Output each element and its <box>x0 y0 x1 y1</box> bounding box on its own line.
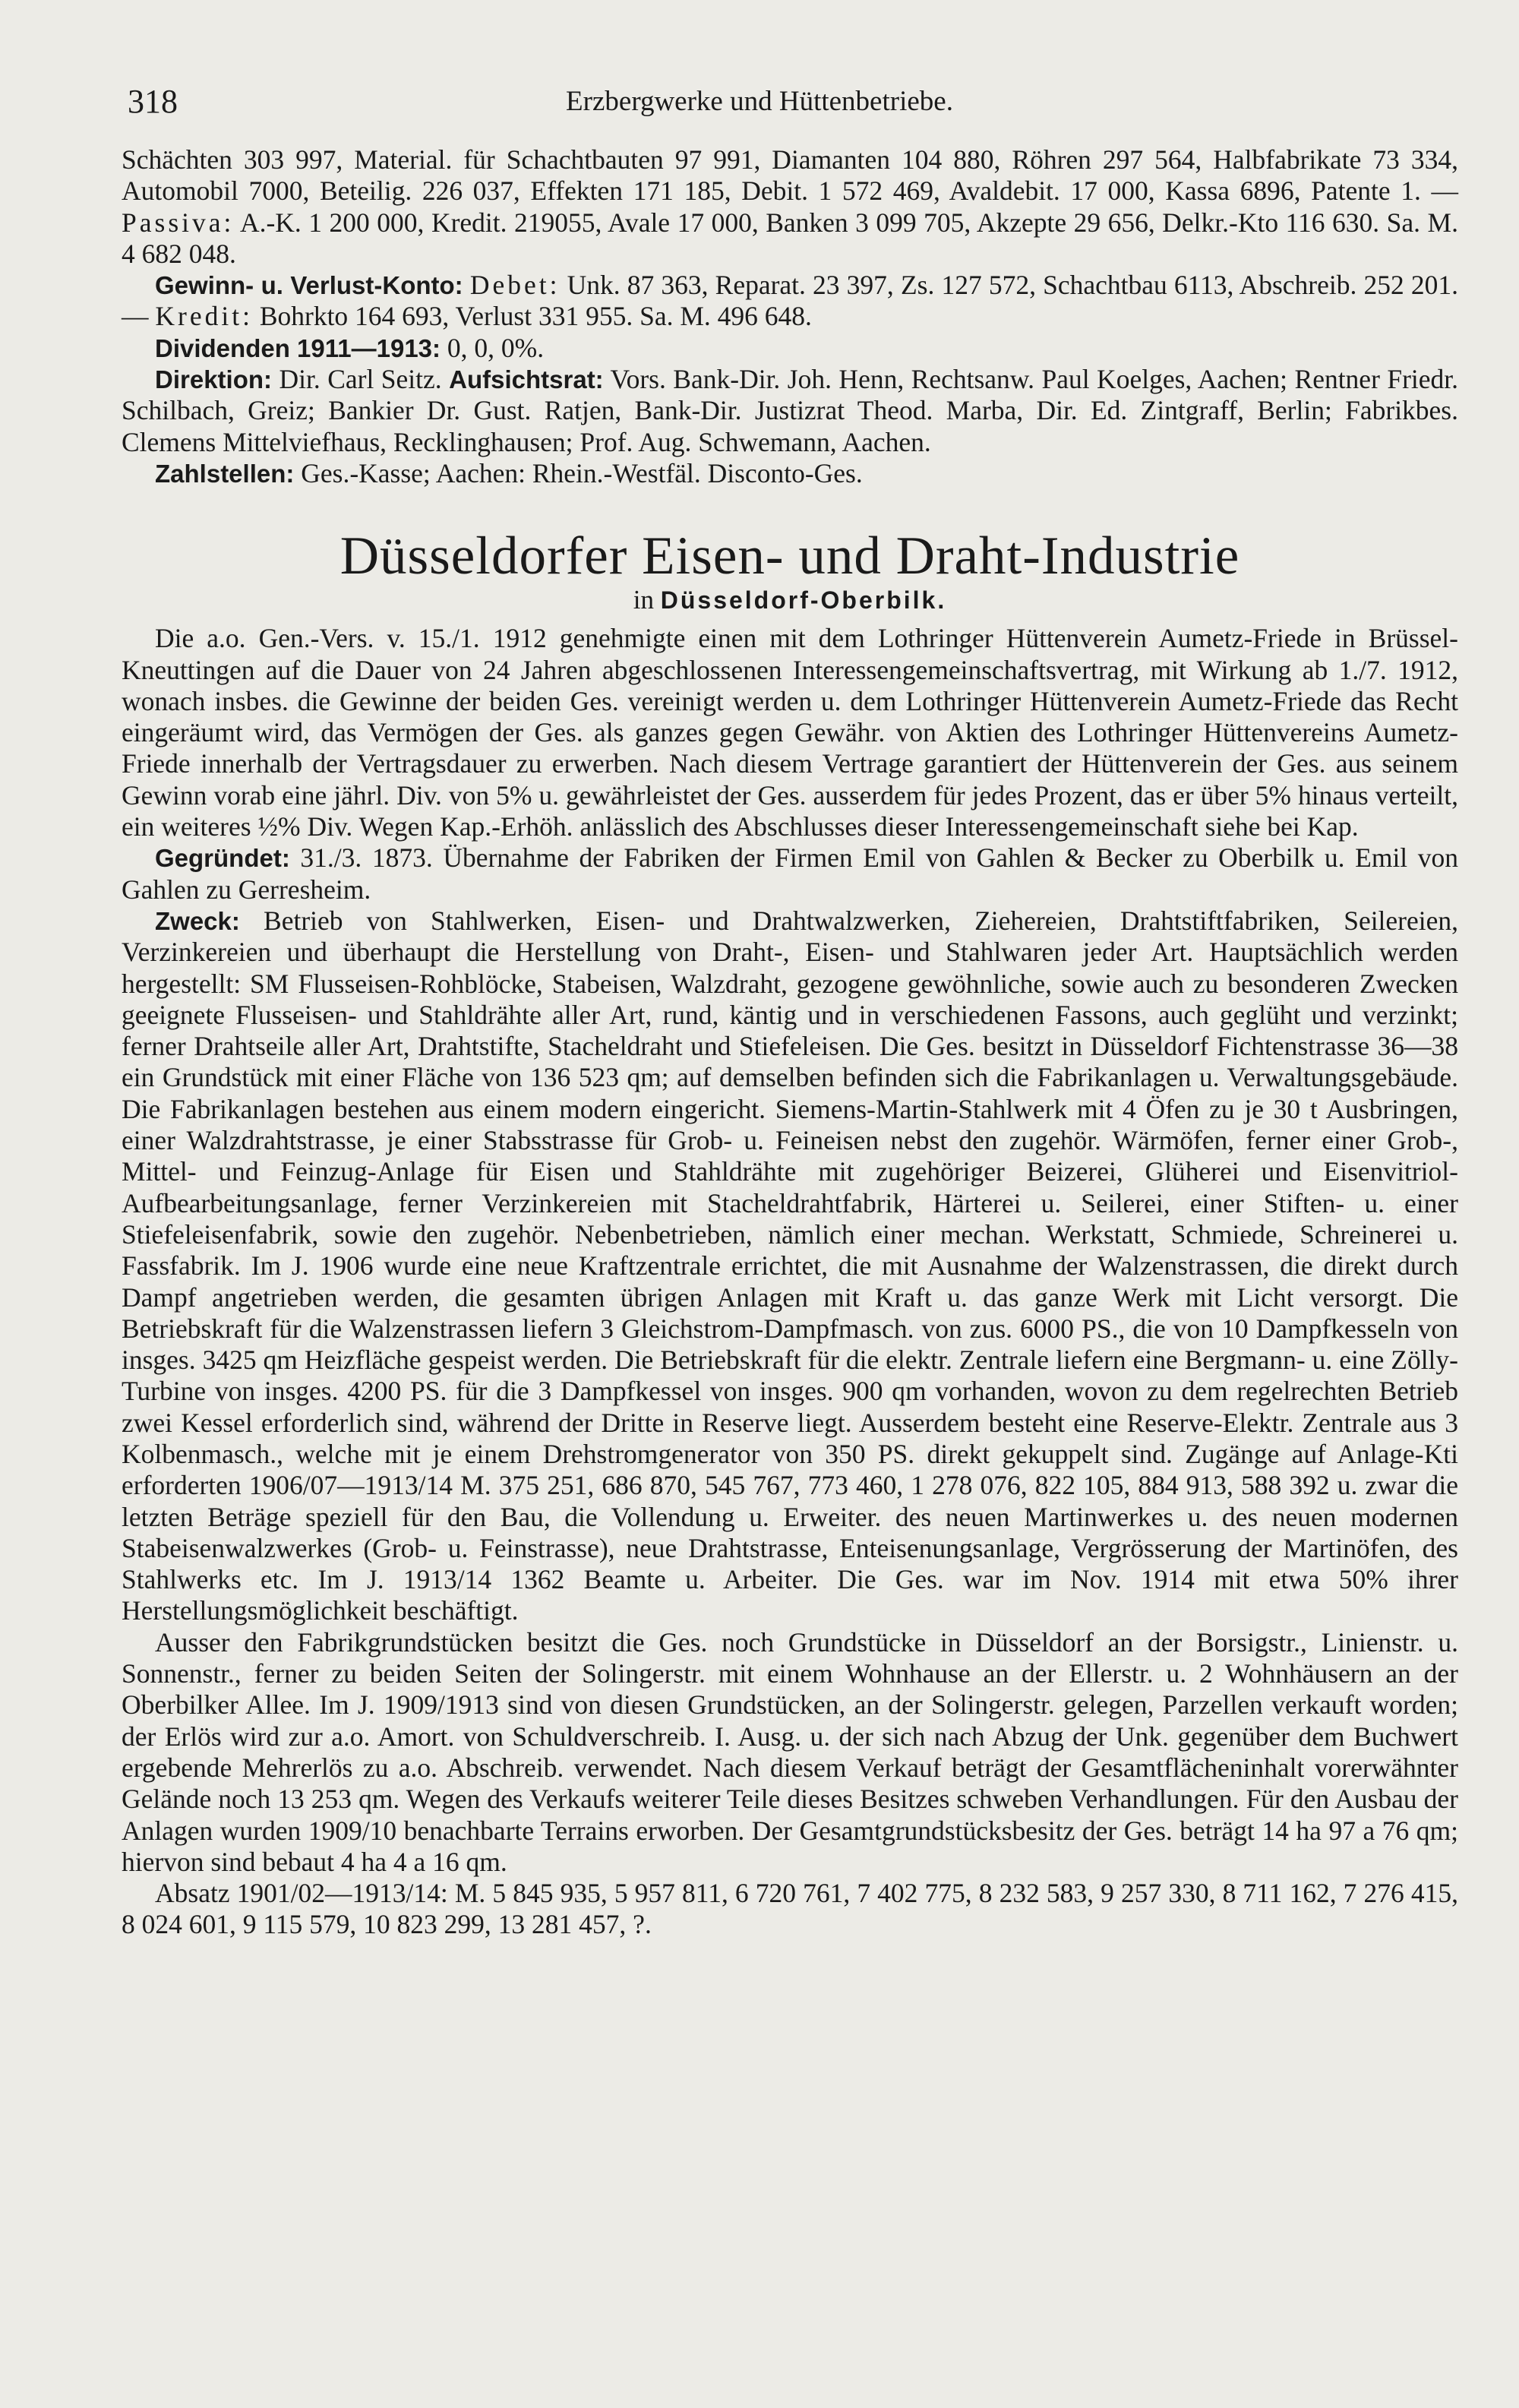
kredit-text: Bohrkto 164 693, Verlust 331 955. Sa. M. 496 648. <box>259 301 812 332</box>
zahlstellen-label: Zahlstellen: <box>155 459 295 488</box>
gewinn-text: Unk. 87 363, Reparat. 23 397, Zs. 127 572, Schachtbau 6113, Abschreib. 252 201. — <box>122 270 1459 332</box>
aufsichtsrat-label: Aufsichtsrat: <box>449 365 604 394</box>
gegruendet-label: Gegründet: <box>155 844 290 873</box>
passiva-label: Passiva: <box>122 207 235 238</box>
balance-text: Schächten 303 997, Material. für Schachtbauten 97 991, Diamanten 104 880, Röhren 297 564, Halbfabrikate 73 334, Automobil 7000, Beteilig. 226 037, Effekten 171 185, Debit. 1 572 469, Avaldebit. 17 000, Kassa 6896, Patente 1. — <box>122 144 1458 207</box>
page-number: 318 <box>128 83 178 120</box>
zweck-label: Zweck: <box>155 906 240 935</box>
running-head: Erzbergwerke und Hüttenbetriebe. <box>566 86 953 117</box>
dividenden-text: 0, 0, 0%. <box>447 332 545 363</box>
profit-loss-paragraph <box>122 270 1458 333</box>
direktion-text: Dir. Carl Seitz. <box>279 364 442 395</box>
dividends-paragraph <box>122 333 1458 364</box>
page-content <box>122 144 1458 1941</box>
gewinn-label: Gewinn- u. Verlust-Konto: <box>155 271 463 300</box>
sales-paragraph: Absatz 1901/02—1913/14: M. 5 845 935, 5 957 811, 6 720 761, 7 402 775, 8 232 583, 9 257 330, 8 711 162, 7 276 415, 8 024 601, 9 115 579, 10 823 299, 13 281 457, ?. <box>122 1878 1458 1940</box>
dividenden-label: Dividenden 1911—1913: <box>155 333 441 362</box>
balance-sheet-paragraph <box>122 144 1458 270</box>
land-paragraph: Ausser den Fabrikgrundstücken besitzt die Ges. noch Grundstücke in Düsseldorf an der Borsigstr., Linienstr. u. Sonnenstr., ferner zu beiden Seiten der Solingerstr. mit einem Wohnhause an der Ellerstr. u. 2 Wohnhäusern an der Oberbilker Allee. Im J. 1909/1913 sind von diesen Grundstücken, an der Solingerstr. gelegen, Parzellen verkauft worden; der Erlös wird zur a.o. Amort. von Schuldverschreib. I. Ausg. u. der sich nach Abzug der Unk. gegenüber dem Buchwert ergebende Mehrerlös zu a.o. Abschreib. verwendet. Nach diesem Verkauf beträgt der Gesamtflächeninhalt vorerwähnter Gelände noch 13 253 qm. Wegen des Verkaufs weiterer Teile dieses Besitzes schweben Verhandlungen. Für den Ausbau der Anlagen wurden 1909/10 benachbarte Terrains erworben. Der Gesamtgrundstücksbesitz der Ges. beträgt 14 ha 97 a 76 qm; hiervon sind bebaut 4 ha 4 a 16 qm. <box>122 1626 1458 1877</box>
location-prefix: in <box>633 585 654 615</box>
zahlstellen-text: Ges.-Kasse; Aachen: Rhein.-Westfäl. Disconto-Ges. <box>301 457 863 488</box>
agreement-paragraph: Die a.o. Gen.-Vers. v. 15./1. 1912 genehmigte einen mit dem Lothringer Hüttenverein Aumetz-Friede in Brüssel-Kneuttingen auf die Dauer von 24 Jahren abgeschlossenen Interessengemeinschaftsvertrag, mit Wirkung ab 1./7. 1912, wonach insbes. die Gewinne der beiden Ges. vereinigt werden u. dem Lothringer Hüttenverein Aumetz-Friede das Recht eingeräumt wird, das Vermögen der Ges. als ganzes gegen Gewähr. von Aktien des Lothringer Hüttenvereins Aumetz-Friede innerhalb der Vertragsdauer zu erwerben. Nach diesem Vertrage garantiert der Hüttenverein der Ges. aus seinem Gewinn vorab eine jährl. Div. von 5% u. gewährleistet der Ges. ausserdem für jedes Prozent, das er über 5% hinaus verteilt, ein weiteres ½% Div. Wegen Kap.-Erhöh. anlässlich des Abschlusses dieser Interessengemeinschaft siehe bei Kap. <box>122 623 1458 842</box>
board-paragraph <box>122 364 1458 458</box>
company-location <box>122 585 1458 615</box>
purpose-paragraph <box>122 905 1458 1627</box>
direktion-label: Direktion: <box>155 365 273 394</box>
kredit-label: Kredit: <box>155 301 253 332</box>
passiva-text: A.-K. 1 200 000, Kredit. 219055, Avale 17 000, Banken 3 099 705, Akzepte 29 656, Delkr.-Kto 116 630. Sa. M. 4 682 048. <box>122 207 1458 269</box>
debet-label: Debet: <box>469 270 561 301</box>
founded-paragraph <box>122 842 1458 905</box>
company-title: Düsseldorfer Eisen- und Draht-Industrie <box>339 526 1240 586</box>
paying-agents-paragraph <box>122 458 1458 489</box>
aufsichtsrat-text: Vors. Bank-Dir. Joh. Henn, Rechtsanw. Paul Koelges, Aachen; Rentner Friedr. Schilbach, Greiz; Bankier Dr. Gust. Ratjen, Bank-Dir. Justizrat Theod. Marba, Dir. Ed. Zintgraff, Berlin; Fabrikbes. Clemens Mittelviefhaus, Recklinghausen; Prof. Aug. Schwemann, Aachen. <box>122 364 1459 457</box>
gegruendet-text: 31./3. 1873. Übernahme der Fabriken der Firmen Emil von Gahlen & Becker zu Oberbilk u. Emil von Gahlen zu Gerresheim. <box>122 842 1459 905</box>
zweck-text: Betrieb von Stahlwerken, Eisen- und Drahtwalzwerken, Ziehereien, Drahtstiftfabriken, Seilereien, Verzinkereien und überhaupt die Herstellung von Draht-, Eisen- und Stahlwaren jeder Art. Hauptsächlich werden hergestellt: SM Flusseisen-Rohblöcke, Stabeisen, Walzdraht, gezogene gewöhnliche, sowie auch zu besonderen Zwecken geeignete Flusseisen- und Stahldrähte aller Art, rund, käntig und in verschiedenen Fassons, auch geglüht und verzinkt; ferner Drahtseile aller Art, Drahtstifte, Stacheldraht und Stiefeleisen. Die Ges. besitzt in Düsseldorf Fichtenstrasse 36—38 ein Grundstück mit einer Fläche von 136 523 qm; auf demselben befinden sich die Fabrikanlagen u. Verwaltungsgebäude. Die Fabrikanlagen bestehen aus einem modern eingericht. Siemens-Martin-Stahlwerk mit 4 Öfen zu je 30 t Ausbringen, einer Walzdrahtstrasse, je einer Stabsstrasse für Grob- u. Feineisen nebst den zugehör. Wärmöfen, ferner einer Grob-, Mittel- und Feinzug-Anlage für Eisen und Stahldrähte mit zugehöriger Beizerei, Glüherei und Eisenvitriol-Aufbearbeitungsanlage, ferner Verzinkereien mit Stacheldrahtfabrik, Härterei u. Seilerei, einer Stiften- u. einer Stiefeleisenfabrik, sowie den zugehör. Nebenbetrieben, nämlich einer mechan. Werkstatt, Schmiede, Schreinerei u. Fassfabrik. Im J. 1906 wurde eine neue Kraftzentrale errichtet, die mit Ausnahme der Walzenstrassen, die direkt durch Dampf angetrieben werden, die gesamten übrigen Anlagen mit Kraft u. das ganze Werk mit Licht versorgt. Die Betriebskraft für die Walzenstrassen liefern 3 Gleichstrom-Dampfmasch. von zus. 6000 PS., die von 10 Dampfkesseln von insges. 3425 qm Heizfläche gespeist werden. Die Betriebskraft für die elektr. Zentrale liefern eine Bergmann- u. eine Zölly-Turbine von insges. 4200 PS. für die 3 Dampfkessel von insges. 900 qm vorhanden, wovon zu dem regelrechten Betrieb zwei Kessel erforderlich sind, während der Dritte in Reserve liegt. Ausserdem besteht eine Reserve-Elektr. Zentrale aus 3 Kolbenmasch., welche mit je einem Drehstromgenerator von 350 PS. direkt gekuppelt sind. Zugänge auf Anlage-Kti erforderten 1906/07—1913/14 M. 375 251, 686 870, 545 767, 773 460, 1 278 076, 822 105, 884 913, 588 392 u. zwar die letzten Beträge speziell für den Bau, die Vollendung u. Erweiter. des neuen Martinwerkes u. des neuen modernen Stabeisenwalzwerkes (Grob- u. Feinstrasse), neue Drahtstrasse, Enteisenungsanlage, Vergrösserung der Martinöfen, des Stahlwerks etc. Im J. 1913/14 1362 Beamte u. Arbeiter. Die Ges. war im Nov. 1914 mit etwa 50% ihrer Herstellungsmöglichkeit beschäftigt. <box>122 905 1459 1626</box>
page-header <box>0 82 1519 125</box>
location-name: Düsseldorf-Oberbilk. <box>660 586 947 615</box>
